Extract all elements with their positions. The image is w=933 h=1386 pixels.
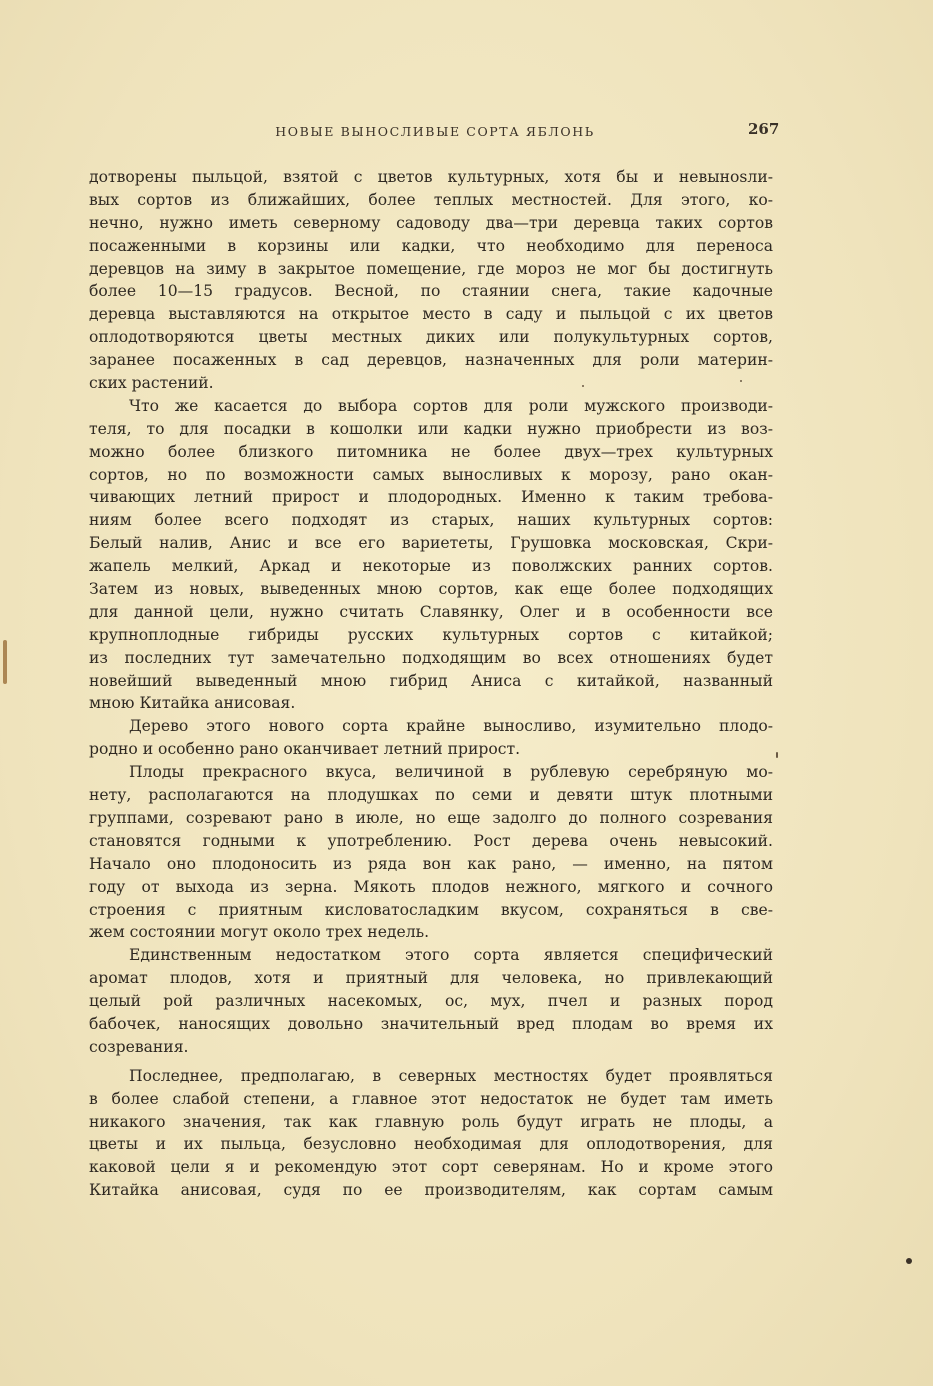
text-line: становятся годными к употреблению. Рост дерева очень невысокий. xyxy=(89,831,773,850)
paragraph-start: Последнее, предполагаю, в северных местностях будет проявляться xyxy=(129,1066,773,1085)
text-line: никакого значения, так как главную роль будут играть не плоды, а xyxy=(89,1112,773,1131)
text-line: из последних тут замечательно подходящим во всех отношениях будет xyxy=(89,648,773,667)
text-line: бабочек, наносящих довольно значительный вред плодам во время их xyxy=(89,1014,773,1033)
paper-speck xyxy=(906,1258,912,1264)
text-line: аромат плодов, хотя и приятный для человека, но привлекающий xyxy=(89,969,773,988)
page-number: 267 xyxy=(748,120,780,138)
text-line: деревцов на зиму в закрытое помещение, где мороз не мог бы достигнуть xyxy=(89,259,773,278)
text-line: каковой цели я и рекомендую этот сорт северянам. Но и кроме этого xyxy=(89,1158,773,1177)
text-line: сортов, но по возможности самых выносливых к морозу, рано окан- xyxy=(89,465,773,484)
text-line: цветы и их пыльца, безусловно необходимая для оплодотворения, для xyxy=(89,1135,773,1154)
text-line: родно и особенно рано оканчивает летний прирост. xyxy=(89,740,521,759)
paper-speck xyxy=(740,380,742,382)
text-line: заранее посаженных в сад деревцов, назначенных для роли материн- xyxy=(89,351,773,370)
text-line: оплодотворяются цветы местных диких или полукультурных сортов, xyxy=(89,328,773,347)
text-line: целый рой различных насекомых, ос, мух, пчел и разных пород xyxy=(89,992,773,1011)
text-line: строения с приятным кисловатосладким вкусом, сохраняться в све- xyxy=(89,900,773,919)
paragraph-start: Что же касается до выбора сортов для роли мужского производи- xyxy=(129,396,773,415)
text-line: в более слабой степени, а главное этот недостаток не будет там иметь xyxy=(89,1089,773,1108)
paper-speck xyxy=(776,752,778,758)
text-line: деревца выставляются на открытое место в саду и пыльцой с их цветов xyxy=(89,305,773,324)
text-line: дотворены пыльцой, взятой с цветов культурных, хотя бы и невынosли- xyxy=(89,168,773,186)
paper-stain xyxy=(3,640,7,684)
running-header: НОВЫЕ ВЫНОСЛИВЫЕ СОРТА ЯБЛОНЬ xyxy=(275,124,595,139)
text-line: нечно, нужно иметь северному садоводу два—три деревца таких сортов xyxy=(89,213,773,232)
text-line: чивающих летний прирост и плодородных. Именно к таким требова- xyxy=(89,488,773,507)
text-line: Китайка анисовая, судя по ее производителям, как сортам самым xyxy=(89,1181,773,1200)
text-line: для данной цели, нужно считать Славянку, Олег и в особенности все xyxy=(89,602,773,621)
body-text xyxy=(89,166,773,1202)
text-line: жем состоянии могут около трех недель. xyxy=(89,923,430,942)
text-line: нету, располагаются на плодушках по семи и девяти штук плотными xyxy=(89,786,773,805)
text-line: Белый налив, Анис и все его вариететы, Грушовка московская, Скри- xyxy=(89,534,773,553)
text-line: году от выхода из зерна. Мякоть плодов нежного, мягкого и сочного xyxy=(89,877,773,896)
paper-speck xyxy=(582,385,584,387)
paragraph-start: Дерево этого нового сорта крайне выносливо, изумительно плодо- xyxy=(129,717,773,736)
text-line: Начало оно плодоносить из ряда вон как рано, — именно, на пятом xyxy=(89,854,773,873)
text-line: посаженными в корзины или кадки, что необходимо для переноса xyxy=(89,236,773,255)
text-line: вых сортов из ближайших, более теплых местностей. Для этого, ко- xyxy=(89,190,773,209)
text-line: жапель мелкий, Аркад и некоторые из поволжских ранних сортов. xyxy=(89,557,773,576)
paragraph-start: Единственным недостатком этого сорта является специфический xyxy=(129,946,773,965)
text-line: группами, созревают рано в июле, но еще задолго до полного созревания xyxy=(89,808,773,827)
text-line: Затем из новых, выведенных мною сортов, как еще более подходящих xyxy=(89,580,773,599)
text-line: ских растений. xyxy=(89,374,214,393)
text-line: ниям более всего подходят из старых, наших культурных сортов: xyxy=(89,511,773,530)
text-line: созревания. xyxy=(89,1037,189,1056)
text-line: более 10—15 градусов. Весной, по стаянии снега, такие кадочные xyxy=(89,282,773,301)
text-line: мною Китайка анисовая. xyxy=(89,694,296,713)
text-line: теля, то для посадки в кошолки или кадки нужно приобрести из воз- xyxy=(89,419,773,438)
paragraph-start: Плоды прекрасного вкуса, величиной в рублевую серебряную мо- xyxy=(129,763,773,782)
text-line: можно более близкого питомника не более двух—трех культурных xyxy=(89,442,773,461)
text-line: крупноплодные гибриды русских культурных сортов с китайкой; xyxy=(89,625,773,644)
text-line: новейший выведенный мною гибрид Аниса с китайкой, названный xyxy=(89,671,773,690)
